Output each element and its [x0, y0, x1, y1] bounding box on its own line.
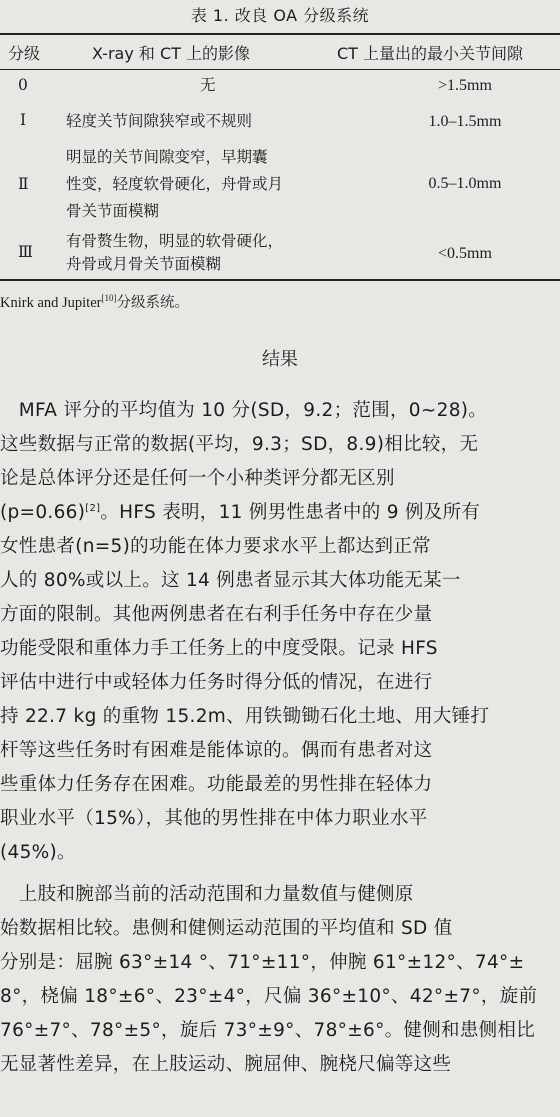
paragraph-line: (45%)。 — [0, 842, 76, 863]
row-0-grade: 0 — [18, 76, 28, 94]
paragraph-line: 职业水平（15%），其他的男性排在中体力职业水平 — [0, 808, 428, 829]
row-1-grade: Ⅰ — [20, 111, 27, 129]
line-text: (p=0.66) — [0, 502, 86, 523]
paragraph-line: 评估中进行中或轻体力任务时得分低的情况，在进行 — [0, 672, 433, 693]
source-note-ref: [10] — [101, 293, 117, 304]
paragraph-line: 人的 80%或以上。这 14 例患者显示其大体功能无某一 — [0, 570, 461, 591]
paragraph-line: 76°±7°、78°±5°，旋后 73°±9°、78°±6°。健侧和患侧相比 — [0, 1020, 536, 1041]
paragraph-line: 分别是：屈腕 63°±14 °、71°±11°，伸腕 61°±12°、74°± — [0, 952, 525, 973]
table-bottom-rule — [0, 279, 560, 281]
paragraph-line: 始数据相比较。患侧和健侧运动范围的平均值和 SD 值 — [0, 918, 453, 939]
paragraph-line: 女性患者(n=5)的功能在体力要求水平上都达到正常 — [0, 536, 431, 557]
row-3-desc-line-1: 有骨赘生物，明显的软骨硬化， — [66, 232, 284, 250]
line-text-after: 。HFS 表明，11 例男性患者中的 9 例及所有 — [100, 502, 481, 523]
header-grade: 分级 — [8, 44, 41, 63]
row-2-desc-line-2: 性变，轻度软骨硬化，舟骨或月 — [66, 175, 284, 193]
table-source-note — [0, 291, 189, 312]
header-joint-gap: CT 上量出的最小关节间隙 — [337, 44, 524, 63]
paragraph-line: 无显著性差异，在上肢运动、腕屈伸、腕桡尺偏等这些 — [0, 1054, 452, 1075]
row-2-desc-line-3: 骨关节面模糊 — [66, 202, 160, 220]
row-1-gap: 1.0–1.5mm — [428, 113, 502, 130]
header-imaging: X-ray 和 CT 上的影像 — [92, 44, 250, 63]
row-2-gap: 0.5–1.0mm — [428, 175, 502, 192]
paragraph-line — [0, 498, 480, 524]
source-note-suffix: 分级系统。 — [116, 295, 189, 311]
paragraph-line: MFA 评分的平均值为 10 分(SD，9.2；范围，0~28)。 — [0, 400, 488, 421]
row-1-desc: 轻度关节间隙狭窄或不规则 — [66, 112, 253, 130]
row-2-grade: Ⅱ — [18, 175, 29, 193]
table-header-rule — [0, 69, 560, 70]
row-3-gap: <0.5mm — [438, 245, 492, 262]
paragraph-line: 上肢和腕部当前的活动范围和力量数值与健侧原 — [0, 884, 414, 905]
row-2-desc-line-1: 明显的关节间隙变窄，早期囊 — [66, 148, 268, 166]
row-3-grade: Ⅲ — [18, 243, 33, 261]
paragraph-line: 持 22.7 kg 的重物 15.2m、用铁锄锄石化土地、用大锤打 — [0, 706, 490, 727]
row-0-gap: >1.5mm — [438, 77, 492, 94]
table-top-rule — [0, 33, 560, 35]
paragraph-line: 论是总体评分还是任何一个小种类评分都无区别 — [0, 468, 395, 489]
paragraph-line: 8°，桡偏 18°±6°、23°±4°，尺偏 36°±10°、42°±7°，旋前 — [0, 986, 538, 1007]
row-0-desc: 无 — [200, 76, 216, 94]
paragraph-line: 杆等这些任务时有困难是能体谅的。偶而有患者对这 — [0, 740, 433, 761]
row-3-desc-line-2: 舟骨或月骨关节面模糊 — [66, 255, 222, 273]
table-title: 表 1. 改良 OA 分级系统 — [190, 6, 370, 25]
source-note-text: Knirk and Jupiter — [0, 295, 102, 311]
section-heading: 结果 — [262, 349, 298, 370]
citation-ref: [2] — [85, 502, 101, 514]
paragraph-line: 些重体力任务存在困难。功能最差的男性排在轻体力 — [0, 774, 433, 795]
paragraph-line: 这些数据与正常的数据(平均，9.3；SD，8.9)相比较，无 — [0, 434, 479, 455]
paragraph-line: 功能受限和重体力手工任务上的中度受限。记录 HFS — [0, 638, 438, 659]
paragraph-line: 方面的限制。其他两例患者在右利手任务中存在少量 — [0, 604, 433, 625]
